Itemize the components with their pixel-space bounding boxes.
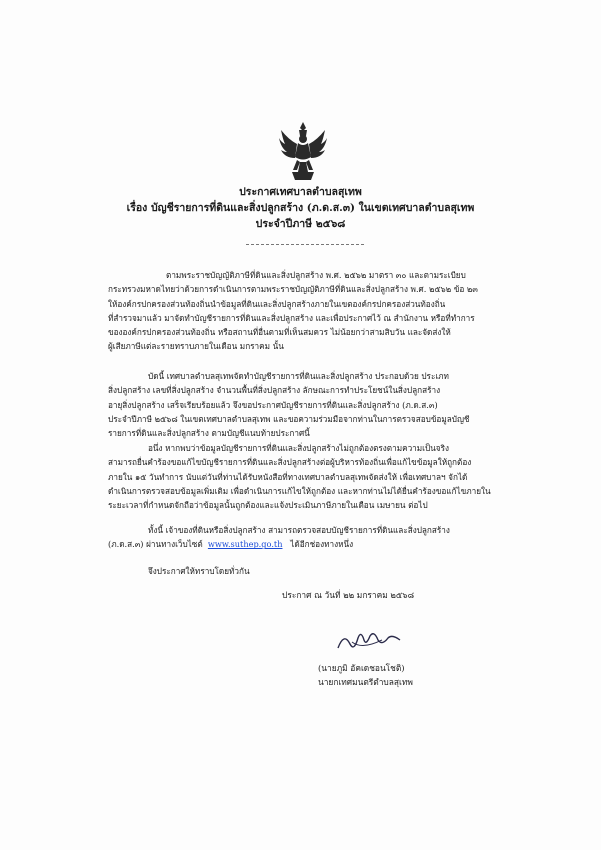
- paragraph-line: อนึ่ง หากพบว่าข้อมูลบัญชีรายการที่ดินและสิ่งปลูกสร้างไม่ถูกต้องตรงตามความเป็นจริง: [148, 443, 449, 453]
- paragraph-4: [108, 523, 520, 552]
- paragraph-line: ตามพระราชบัญญัติภาษีที่ดินและสิ่งปลูกสร้าง พ.ศ. ๒๕๖๒ มาตรา ๓๐ และตามระเบียบ: [166, 270, 466, 280]
- paragraph-line: ผู้เสียภาษีแต่ละรายทราบภายในเดือน มกราคม นั้น: [108, 341, 284, 352]
- paragraph-line: สิ่งปลูกสร้าง เลขที่สิ่งปลูกสร้าง จำนวนพื้นที่สิ่งปลูกสร้าง ลักษณะการทำประโยชน์ในสิ่งปลูกสร้าง: [108, 385, 441, 396]
- announcement-date: ประกาศ ณ วันที่ ๒๒ มกราคม ๒๕๖๘: [282, 590, 415, 600]
- paragraph-5: [108, 564, 520, 578]
- paragraph-line: จึงประกาศให้ทราบโดยทั่วกัน: [148, 566, 250, 576]
- website-prefix-text: (ภ.ด.ส.๓) ผ่านทางเว็บไซต์: [108, 539, 203, 550]
- paragraph-line: ขององค์กรปกครองส่วนท้องถิ่น หรือสถานที่อื่นตามที่เห็นสมควร ไม่น้อยกว่าสามสิบวัน และจัดส่งให้: [108, 327, 451, 338]
- signatory-position: นายกเทศมนตรีตำบลสุเทพ: [318, 677, 413, 687]
- heading-divider: [246, 244, 364, 245]
- paragraph-line: ทั้งนี้ เจ้าของที่ดินหรือสิ่งปลูกสร้าง สามารถตรวจสอบบัญชีรายการที่ดินและสิ่งปลูกสร้าง: [148, 525, 450, 535]
- paragraph-line: ประจำปีภาษี ๒๕๖๘ ในเขตเทศบาลตำบลสุเทพ และขอความร่วมมือจากท่านในการตรวจสอบข้อมูลบัญชี: [108, 413, 470, 424]
- paragraph-line: ให้องค์กรปกครองส่วนท้องถิ่นนำข้อมูลที่ดินและสิ่งปลูกสร้างภายในเขตองค์กรปกครองส่วนท้องถิ่น: [108, 298, 446, 309]
- garuda-emblem-icon: [278, 120, 328, 182]
- website-suffix-text: ได้อีกช่องทางหนึ่ง: [290, 539, 354, 550]
- paragraph-line: รายการที่ดินและสิ่งปลูกสร้าง ตามบัญชีแนบท้ายประกาศนี้: [108, 428, 310, 439]
- paragraph-3: [108, 441, 520, 512]
- website-link[interactable]: www.suthep.go.th: [207, 539, 283, 550]
- announcement-title: ประกาศเทศบาลตำบลสุเทพ: [239, 186, 362, 198]
- paragraph-line: กระทรวงมหาดไทยว่าด้วยการดำเนินการตามพระราชบัญญัติภาษีที่ดินและสิ่งปลูกสร้าง พ.ศ. ๒๕๖๒ ข้อ ๒๓: [108, 284, 478, 295]
- tax-year: ประจำปีภาษี ๒๕๖๘: [255, 218, 346, 230]
- paragraph-2: [108, 369, 520, 440]
- announcement-subject: เรื่อง บัญชีรายการที่ดินและสิ่งปลูกสร้าง (ภ.ด.ส.๓) ในเขตเทศบาลตำบลสุเทพ: [126, 202, 475, 214]
- paragraph-line: [108, 537, 520, 551]
- paragraph-line: ดำเนินการตรวจสอบข้อมูลเพิ่มเติม เพื่อดำเนินการแก้ไขให้ถูกต้อง และหากท่านไม่ได้ยื่นคำร้องขอแก้ไขภายใน: [108, 485, 491, 496]
- paragraph-line: บัดนี้ เทศบาลตำบลสุเทพจัดทำบัญชีรายการที่ดินและสิ่งปลูกสร้าง ประกอบด้วย ประเภท: [148, 371, 449, 381]
- paragraph-1: [108, 268, 520, 354]
- paragraph-line: ที่สำรวจมาแล้ว มาจัดทำบัญชีรายการที่ดินและสิ่งปลูกสร้าง และเพื่อประกาศไว้ ณ สำนักงาน หรือที่ทำการ: [108, 312, 475, 323]
- paragraph-line: ภายใน ๑๕ วันทำการ นับแต่วันที่ท่านได้รับหนังสือที่ทางเทศบาลตำบลสุเทพจัดส่งให้ เพื่อเทศบาลฯ จักได้: [108, 471, 468, 482]
- paragraph-line: อายุสิ่งปลูกสร้าง เสร็จเรียบร้อยแล้ว จึงขอประกาศบัญชีรายการที่ดินและสิ่งปลูกสร้าง (ภ.ด.ส.๓): [108, 399, 438, 410]
- paragraph-line: ระยะเวลาที่กำหนดจักถือว่าข้อมูลนั้นถูกต้องและแจ้งประเมินภาษีภายในเดือน เมษายน ต่อไป: [108, 500, 428, 511]
- paragraph-line: สามารถยื่นคำร้องขอแก้ไขบัญชีรายการที่ดินและสิ่งปลูกสร้างต่อผู้บริหารท้องถิ่นเพื่อแก้ไขข้อมูลให้ถูกต้อง: [108, 457, 472, 468]
- handwritten-signature: [334, 628, 406, 656]
- signatory-name: (นายภูมิ อัคเดชอนโชติ): [318, 663, 405, 673]
